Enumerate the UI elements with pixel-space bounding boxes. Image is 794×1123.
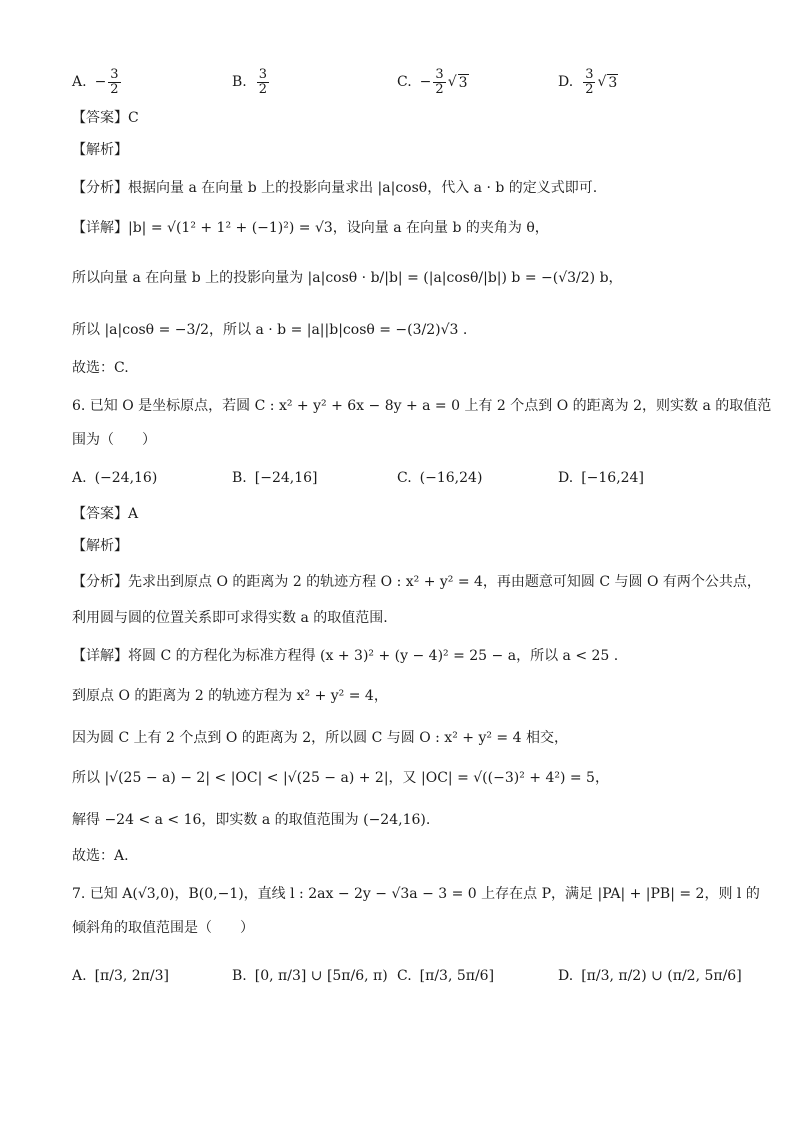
q6-option-b <box>232 456 317 500</box>
option-label: B. <box>232 74 247 90</box>
option-label: C. <box>397 968 412 984</box>
xiangjie-text: 所以 |a|cosθ = −3/2，所以 a · b = |a||b|cosθ = −(3/2)√3 . <box>72 322 468 338</box>
q5-fenxi <box>72 178 597 198</box>
q7-option-b <box>232 954 388 998</box>
q6-xiangjie-2 <box>72 686 388 706</box>
option-sign: − <box>419 74 432 90</box>
answer-tag: 【答案】 <box>72 506 128 522</box>
q6-options <box>72 456 732 500</box>
question-text: 6. 已知 O 是坐标原点，若圆 C : x² + y² + 6x − 8y + a = 0 上有 2 个点到 O 的距离为 2，则实数 a 的取值范 <box>72 398 772 414</box>
q5-xiangjie-1 <box>72 218 549 238</box>
q7-options <box>72 954 742 998</box>
q5-xiangjie-2 <box>72 268 623 288</box>
option-label: D. <box>558 470 574 486</box>
q5-jiexi <box>72 140 128 160</box>
fenxi-text: 利用圆与圆的位置关系即可求得实数 a 的取值范围. <box>72 610 388 626</box>
guxuan-text: 故选：A. <box>72 848 129 864</box>
q6-xiangjie-4 <box>72 768 609 788</box>
answer-tag: 【答案】 <box>72 110 128 126</box>
q7-option-a <box>72 954 169 998</box>
fenxi-tag: 【分析】 <box>72 574 128 590</box>
option-label: A. <box>72 74 87 90</box>
option-text: (−24,16) <box>94 470 158 486</box>
fenxi-text: 根据向量 a 在向量 b 上的投影向量求出 |a|cosθ，代入 a · b 的定义式即可. <box>128 180 598 196</box>
option-label: B. <box>232 968 247 984</box>
q6-answer <box>72 504 138 524</box>
q6-option-d <box>558 456 644 500</box>
guxuan-text: 故选：C. <box>72 360 129 376</box>
xiangjie-text: 因为圆 C 上有 2 个点到 O 的距离为 2，所以圆 C 与圆 O : x² + y² = 4 相交， <box>72 730 568 746</box>
option-label: D. <box>558 968 574 984</box>
q7-stem-2 <box>72 918 254 938</box>
xiangjie-tag: 【详解】 <box>72 220 128 236</box>
xiangjie-text: 解得 −24 < a < 16，即实数 a 的取值范围为 (−24,16). <box>72 812 431 828</box>
option-label: D. <box>558 74 574 90</box>
q6-jiexi <box>72 536 128 556</box>
q6-xiangjie-3 <box>72 728 568 748</box>
option-text: [π/3, π/2) ∪ (π/2, 5π/6] <box>581 968 742 984</box>
option-label: C. <box>397 470 412 486</box>
q6-fenxi-1 <box>72 572 761 592</box>
q5-option-c: C. − $\frac{3}{2}$ √ 3 <box>397 66 468 97</box>
xiangjie-text: 到原点 O 的距离为 2 的轨迹方程为 x² + y² = 4， <box>72 688 388 704</box>
jiexi-tag: 【解析】 <box>72 142 128 158</box>
fenxi-tag: 【分析】 <box>72 180 128 196</box>
option-fraction: $\frac{3}{2}$ <box>435 66 444 97</box>
jiexi-tag: 【解析】 <box>72 538 128 554</box>
q5-answer <box>72 108 139 128</box>
xiangjie-tag: 【详解】 <box>72 648 128 664</box>
q6-option-c <box>397 456 482 500</box>
q6-option-a <box>72 456 157 500</box>
xiangjie-text: 所以 |√(25 − a) − 2| < |OC| < |√(25 − a) + 2|，又 |OC| = √((−3)² + 4²) = 5， <box>72 770 609 786</box>
q6-xiangjie-1 <box>72 646 618 666</box>
q6-xiangjie-5 <box>72 810 430 830</box>
option-fraction: $\frac{3}{2}$ <box>258 66 268 97</box>
option-label: B. <box>232 470 247 486</box>
q5-options <box>72 60 732 104</box>
xiangjie-text: |b| = √(1² + 1² + (−1)²) = √3，设向量 a 在向量 b 的夹角为 θ， <box>128 220 549 236</box>
q6-fenxi-2 <box>72 608 388 628</box>
option-text: [−16,24] <box>581 470 644 486</box>
option-text: (−16,24) <box>419 470 483 486</box>
option-sign: − <box>94 74 107 90</box>
q7-option-d <box>558 954 742 998</box>
q6-stem-1 <box>72 396 771 416</box>
q5-option-b <box>232 60 271 104</box>
q5-guxuan <box>72 358 129 378</box>
fenxi-text: 先求出到原点 O 的距离为 2 的轨迹方程 O : x² + y² = 4，再由题意可知圆 C 与圆 O 有两个公共点， <box>128 574 761 590</box>
question-text: 7. 已知 A(√3,0)，B(0,−1)，直线 l : 2ax − 2y − √3a − 3 = 0 上存在点 P，满足 |PA| + |PB| = 2，则 l 的 <box>72 886 760 902</box>
q6-stem-2 <box>72 430 156 450</box>
option-label: A. <box>72 968 87 984</box>
q6-guxuan <box>72 846 129 866</box>
option-root: 3 <box>458 74 468 91</box>
q5-option-d: D. $\frac{3}{2}$ √ 3 <box>558 66 618 97</box>
option-text: [0, π/3] ∪ [5π/6, π) <box>254 968 388 984</box>
option-fraction: $\frac{3}{2}$ <box>585 66 594 97</box>
option-text: [−24,16] <box>254 470 318 486</box>
option-label: A. <box>72 470 87 486</box>
option-fraction: $\frac{3}{2}$ <box>110 66 119 97</box>
q5-xiangjie-3 <box>72 320 467 340</box>
answer-value: C <box>128 110 139 126</box>
q5-option-a <box>72 60 123 104</box>
answer-value: A <box>128 506 139 522</box>
xiangjie-text: 所以向量 a 在向量 b 上的投影向量为 |a|cosθ · b/|b| = (|a|cosθ/|b|) b = −(√3/2) b， <box>72 270 623 286</box>
question-text: 围为（ ） <box>72 432 156 448</box>
option-text: [π/3, 2π/3] <box>94 968 169 984</box>
q7-option-c <box>397 954 494 998</box>
xiangjie-text: 将圆 C 的方程化为标准方程得 (x + 3)² + (y − 4)² = 25 − a，所以 a < 25 . <box>128 648 619 664</box>
q7-stem-1 <box>72 884 760 904</box>
option-label: C. <box>397 74 412 90</box>
option-text: [π/3, 5π/6] <box>419 968 495 984</box>
question-text: 倾斜角的取值范围是（ ） <box>72 920 254 936</box>
option-root: 3 <box>608 74 618 91</box>
